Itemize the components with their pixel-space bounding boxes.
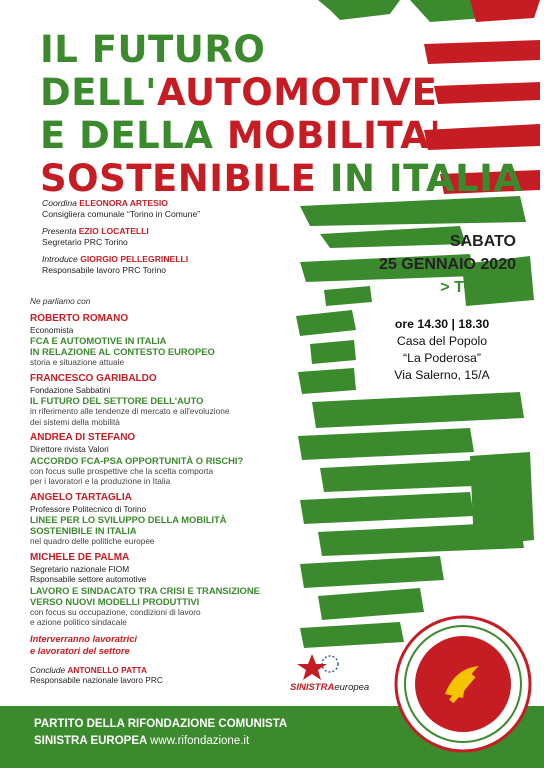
speaker-topic: LAVORO E SINDACATO TRA CRISI E TRANSIZIONE bbox=[30, 584, 260, 596]
speaker-item bbox=[30, 552, 305, 628]
title-line-3b: MOBILITA' bbox=[226, 114, 442, 157]
rifondazione-logo bbox=[393, 614, 533, 754]
tread-block bbox=[300, 492, 474, 524]
speaker-name: ANGELO TARTAGLIA bbox=[30, 491, 132, 503]
venue-name: “La Poderosa” bbox=[403, 351, 481, 365]
title-line-4b: IN ITALIA bbox=[329, 157, 523, 200]
conclusion-role: Conclude bbox=[30, 664, 66, 675]
poster-title bbox=[40, 28, 540, 200]
speaker-topic-detail: con focus sulle prospettive che la scelta comporta bbox=[30, 465, 214, 476]
speaker-topic: LINEE PER LO SVILUPPO DELLA MOBILITÀ bbox=[30, 514, 227, 525]
speaker-name: ANDREA DI STEFANO bbox=[30, 432, 136, 443]
conclusion-desc: Responsabile nazionale lavoro PRC bbox=[30, 675, 163, 685]
title-line-4a: SOSTENIBILE bbox=[40, 157, 330, 200]
tread-block bbox=[312, 392, 524, 428]
speaker-topic-detail: in riferimento alle tendenze di mercato e all'evoluzione bbox=[30, 406, 230, 416]
footer-line-2 bbox=[34, 735, 249, 747]
speaker-role: Rsponsabile settore automotive bbox=[30, 574, 147, 584]
conclusion bbox=[30, 665, 305, 686]
event-date bbox=[379, 230, 516, 299]
coordinator bbox=[42, 198, 312, 220]
speaker-item bbox=[30, 373, 305, 428]
tread-block bbox=[298, 428, 474, 460]
tread-block bbox=[324, 286, 372, 306]
speaker-name: FRANCESCO GARIBALDO bbox=[30, 372, 157, 384]
speaker-topic-detail: e azione politico sindacale bbox=[30, 617, 127, 627]
credit-desc: Responsabile lavoro PRC Torino bbox=[42, 265, 167, 275]
logo-text: europea bbox=[334, 682, 370, 693]
website-link[interactable]: www.rifondazione.it bbox=[150, 735, 250, 747]
title-line-3a: E DELLA bbox=[40, 114, 227, 157]
conclusion-name: ANTONELLO PATTA bbox=[67, 664, 147, 675]
speaker-name: MICHELE DE PALMA bbox=[30, 551, 130, 563]
credit-role: Coordina bbox=[42, 198, 77, 208]
footer-party-name: PARTITO DELLA RIFONDAZIONE COMUNISTA bbox=[34, 718, 288, 730]
event-city: > TORINO bbox=[440, 279, 516, 296]
speakers-list bbox=[30, 296, 305, 686]
sinistra-europea-logo bbox=[290, 682, 369, 693]
speaker-topic: FCA E AUTOMOTIVE IN ITALIA bbox=[30, 335, 167, 346]
speaker-item bbox=[30, 492, 305, 547]
speaker-role: Segretario nazionale FIOM bbox=[30, 563, 130, 574]
speaker-topic: VERSO NUOVI MODELLI PRODUTTIVI bbox=[30, 595, 200, 607]
speaker-topic-detail: nel quadro delle politiche europee bbox=[30, 536, 155, 546]
speaker-role: Direttore rivista Valori bbox=[30, 444, 109, 454]
title-line-2a: DELL' bbox=[40, 71, 157, 114]
speaker-topic-detail: con focus su occupazione, condizioni di lavoro bbox=[30, 606, 201, 617]
credit-desc: Segretario PRC Torino bbox=[42, 237, 128, 247]
speaker-topic-detail: per i lavoratori e la produzione in Italia bbox=[30, 476, 171, 486]
speaker-topic-detail: dei sistemi della mobilità bbox=[30, 416, 120, 427]
venue-address: Via Salerno, 15/A bbox=[394, 368, 490, 382]
speaker-topic: SOSTENIBILE IN ITALIA bbox=[30, 525, 137, 536]
speaker-topic: IN RELAZIONE AL CONTESTO EUROPEO bbox=[30, 346, 215, 357]
tread-block bbox=[300, 556, 444, 588]
title-line-1: IL FUTURO bbox=[40, 28, 266, 71]
credit-name: ELEONORA ARTESIO bbox=[79, 198, 168, 208]
tread-block bbox=[296, 310, 356, 336]
credit-desc: Consigliera comunale “Torino in Comune” bbox=[42, 209, 201, 219]
tread-block bbox=[310, 340, 356, 364]
logo-text: SINISTRA bbox=[290, 682, 335, 693]
speaker-role: Fondazione Sabbatini bbox=[30, 384, 111, 395]
introducer bbox=[42, 254, 312, 276]
event-date-text: 25 GENNAIO 2020 bbox=[379, 256, 516, 273]
closing-note-line: e lavoratori del settore bbox=[30, 645, 130, 656]
venue-box bbox=[357, 313, 527, 389]
tread-block bbox=[300, 622, 404, 648]
speaker-topic: ACCORDO FCA-PSA OPPORTUNITÀ O RISCHI? bbox=[30, 454, 244, 466]
tread-block bbox=[470, 452, 534, 546]
credits bbox=[42, 198, 312, 282]
event-time: ore 14.30 | 18.30 bbox=[394, 317, 490, 331]
credit-name: EZIO LOCATELLI bbox=[78, 226, 149, 236]
closing-note-line: Interverranno lavoratrici bbox=[30, 633, 137, 644]
presenter bbox=[42, 226, 312, 248]
credit-role: Introduce bbox=[42, 254, 78, 264]
title-line-2b: AUTOMOTIVE bbox=[156, 71, 438, 114]
speaker-topic: IL FUTURO DEL SETTORE DELL'AUTO bbox=[30, 395, 204, 406]
tread-block bbox=[470, 0, 540, 22]
speaker-role: Professore Politecnico di Torino bbox=[30, 503, 147, 514]
event-day: SABATO bbox=[449, 233, 516, 250]
venue-place: Casa del Popolo bbox=[396, 334, 488, 348]
talks-intro: Ne parliamo con bbox=[30, 296, 91, 306]
credit-name: GIORGIO PELLEGRINELLI bbox=[80, 254, 189, 264]
tread-block bbox=[318, 0, 400, 20]
speaker-name: ROBERTO ROMANO bbox=[30, 312, 129, 324]
speaker-role: Economista bbox=[30, 324, 74, 335]
tread-block bbox=[300, 196, 526, 226]
closing-note bbox=[30, 633, 305, 657]
footer-subname: SINISTRA EUROPEA bbox=[34, 735, 147, 747]
credit-role: Presenta bbox=[42, 226, 77, 236]
tread-block bbox=[298, 368, 356, 394]
speaker-item bbox=[30, 313, 305, 368]
speaker-item bbox=[30, 432, 305, 487]
speaker-topic-detail: storia e situazione attuale bbox=[30, 357, 125, 367]
